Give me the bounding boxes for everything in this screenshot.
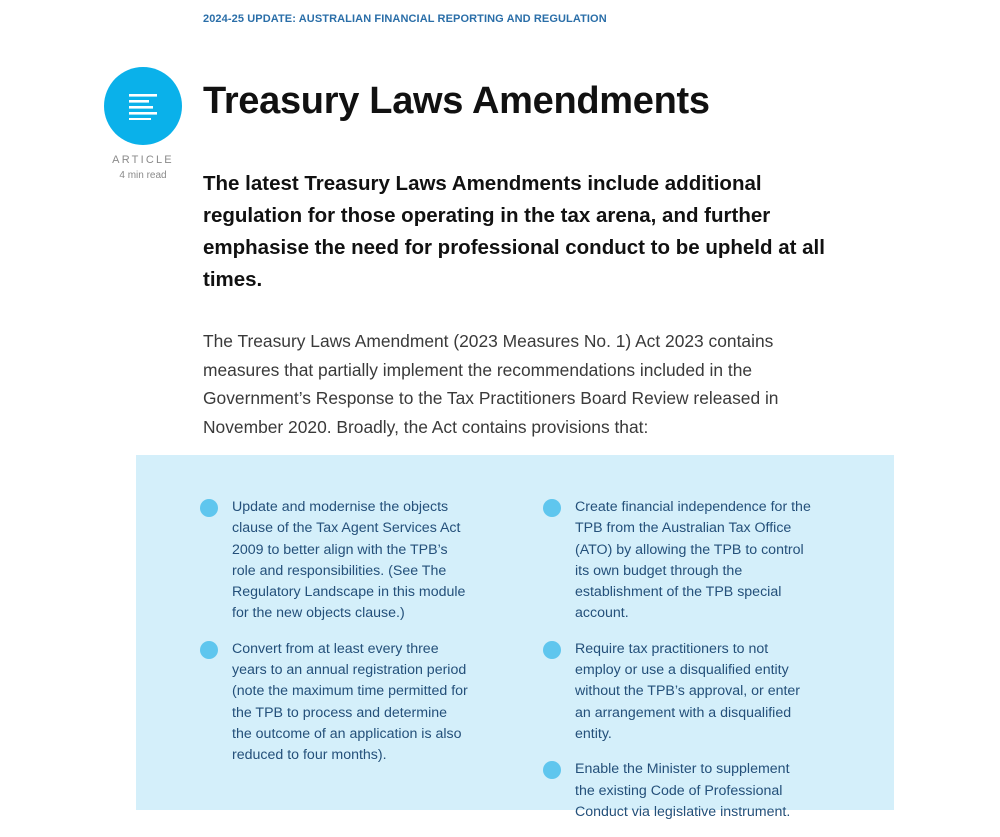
- list-item: [543, 639, 813, 745]
- article-badge: [104, 67, 182, 145]
- list-item: [200, 639, 470, 767]
- intro-paragraph: The Treasury Laws Amendment (2023 Measures No. 1) Act 2023 contains measures that partially implement the recommendations included in the Government’s Response to the Tax Practitioners Board Review released in November 2020. Broadly, the Act contains provisions that:: [203, 331, 779, 437]
- content-type-label: ARTICLE: [112, 154, 174, 166]
- bullet-dot-icon: [200, 641, 218, 659]
- lead-paragraph: The latest Treasury Laws Amendments include additional regulation for those operating in the tax arena, and further emphasise the need for professional conduct to be upheld at all times.: [203, 172, 825, 291]
- provisions-panel: [136, 455, 894, 820]
- section-kicker: 2024-25 UPDATE: AUSTRALIAN FINANCIAL REPORTING AND REGULATION: [203, 13, 607, 25]
- read-time: 4 min read: [119, 170, 167, 181]
- page-title: Treasury Laws Amendments: [203, 80, 710, 122]
- list-item-text: Update and modernise the objects clause of the Tax Agent Services Act 2009 to better align with the TPB’s role and responsibilities. (See The Regulatory Landscape in this module for the new objects clause.): [232, 499, 466, 622]
- list-item-text: Create financial independence for the TPB from the Australian Tax Office (ATO) by allowing the TPB to control its own budget through the establishment of the TPB special account.: [575, 499, 811, 622]
- bullet-dot-icon: [543, 499, 561, 517]
- list-item: [200, 497, 470, 625]
- bullet-dot-icon: [543, 761, 561, 779]
- provisions-left-column: [200, 497, 470, 781]
- provisions-right-column: [543, 497, 813, 837]
- list-item: [543, 759, 813, 823]
- list-item-text: Enable the Minister to supplement the existing Code of Professional Conduct via legislative instrument.: [575, 761, 791, 820]
- list-item: [543, 497, 813, 625]
- document-lines-icon: [129, 92, 157, 120]
- list-item-text: Require tax practitioners to not employ or use a disqualified entity without the TPB’s approval, or enter an arrangement with a disqualified entity.: [575, 640, 801, 742]
- list-item-text: Convert from at least every three years to an annual registration period (note the maximum time permitted for the TPB to process and determine the outcome of an application is also reduced to four months).: [232, 640, 468, 764]
- bullet-dot-icon: [200, 499, 218, 517]
- bullet-dot-icon: [543, 641, 561, 659]
